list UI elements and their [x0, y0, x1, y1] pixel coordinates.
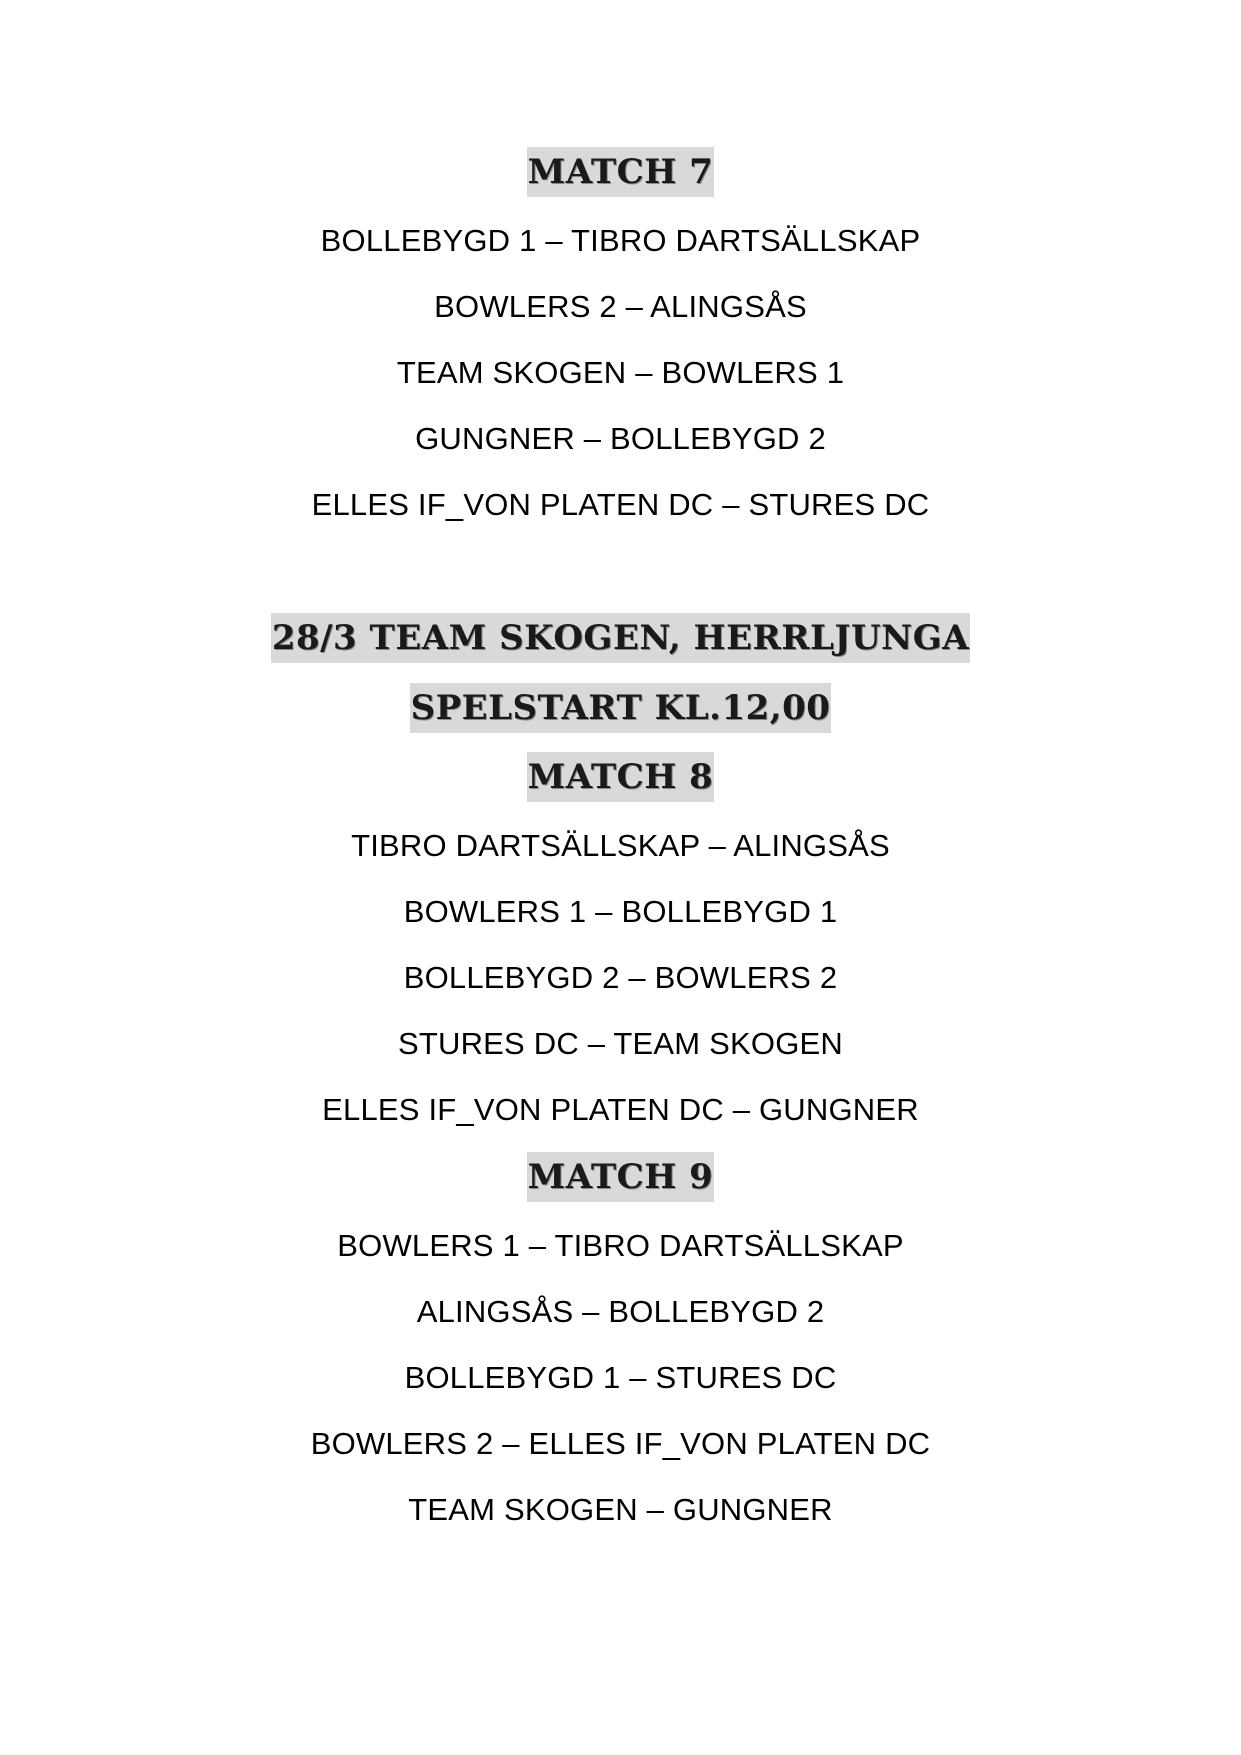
- match-7-heading-row: [0, 147, 1241, 197]
- game-line: BOWLERS 2 – ALINGSÅS: [434, 289, 807, 324]
- game-row: [0, 1358, 1241, 1398]
- game-line: TIBRO DARTSÄLLSKAP – ALINGSÅS: [351, 828, 890, 863]
- match-heading: MATCH 8: [527, 752, 715, 802]
- game-line: BOWLERS 1 – BOLLEBYGD 1: [403, 894, 838, 929]
- game-line: BOLLEBYGD 2 – BOWLERS 2: [403, 960, 838, 995]
- game-row: [0, 1090, 1241, 1130]
- game-line: TEAM SKOGEN – GUNGNER: [408, 1492, 833, 1527]
- match-heading: MATCH 7: [527, 147, 715, 197]
- game-line: BOLLEBYGD 1 – TIBRO DARTSÄLLSKAP: [320, 223, 921, 258]
- game-line: GUNGNER – BOLLEBYGD 2: [415, 421, 826, 456]
- event-date-venue-row: [0, 613, 1241, 663]
- game-line: BOWLERS 2 – ELLES IF_VON PLATEN DC: [310, 1426, 931, 1461]
- game-row: [0, 1424, 1241, 1464]
- game-line: BOWLERS 1 – TIBRO DARTSÄLLSKAP: [337, 1228, 904, 1263]
- game-row: [0, 1490, 1241, 1530]
- game-row: [0, 1024, 1241, 1064]
- event-date-venue: 28/3 TEAM SKOGEN, HERRLJUNGA: [271, 613, 970, 663]
- game-row: [0, 826, 1241, 866]
- game-line: TEAM SKOGEN – BOWLERS 1: [396, 355, 845, 390]
- match-9-heading-row: [0, 1152, 1241, 1202]
- game-line: ELLES IF_VON PLATEN DC – STURES DC: [311, 487, 930, 522]
- game-line: BOLLEBYGD 1 – STURES DC: [404, 1360, 837, 1395]
- game-row: [0, 485, 1241, 525]
- game-row: [0, 892, 1241, 932]
- game-row: [0, 958, 1241, 998]
- match-heading: MATCH 9: [527, 1152, 715, 1202]
- game-row: [0, 287, 1241, 327]
- game-line: STURES DC – TEAM SKOGEN: [397, 1026, 843, 1061]
- game-row: [0, 1292, 1241, 1332]
- game-row: [0, 353, 1241, 393]
- event-start-time: SPELSTART KL.12,00: [410, 683, 832, 733]
- event-start-time-row: [0, 683, 1241, 733]
- game-row: [0, 221, 1241, 261]
- game-row: [0, 1226, 1241, 1266]
- match-8-heading-row: [0, 752, 1241, 802]
- game-row: [0, 419, 1241, 459]
- game-line: ALINGSÅS – BOLLEBYGD 2: [416, 1294, 825, 1329]
- game-line: ELLES IF_VON PLATEN DC – GUNGNER: [322, 1092, 919, 1127]
